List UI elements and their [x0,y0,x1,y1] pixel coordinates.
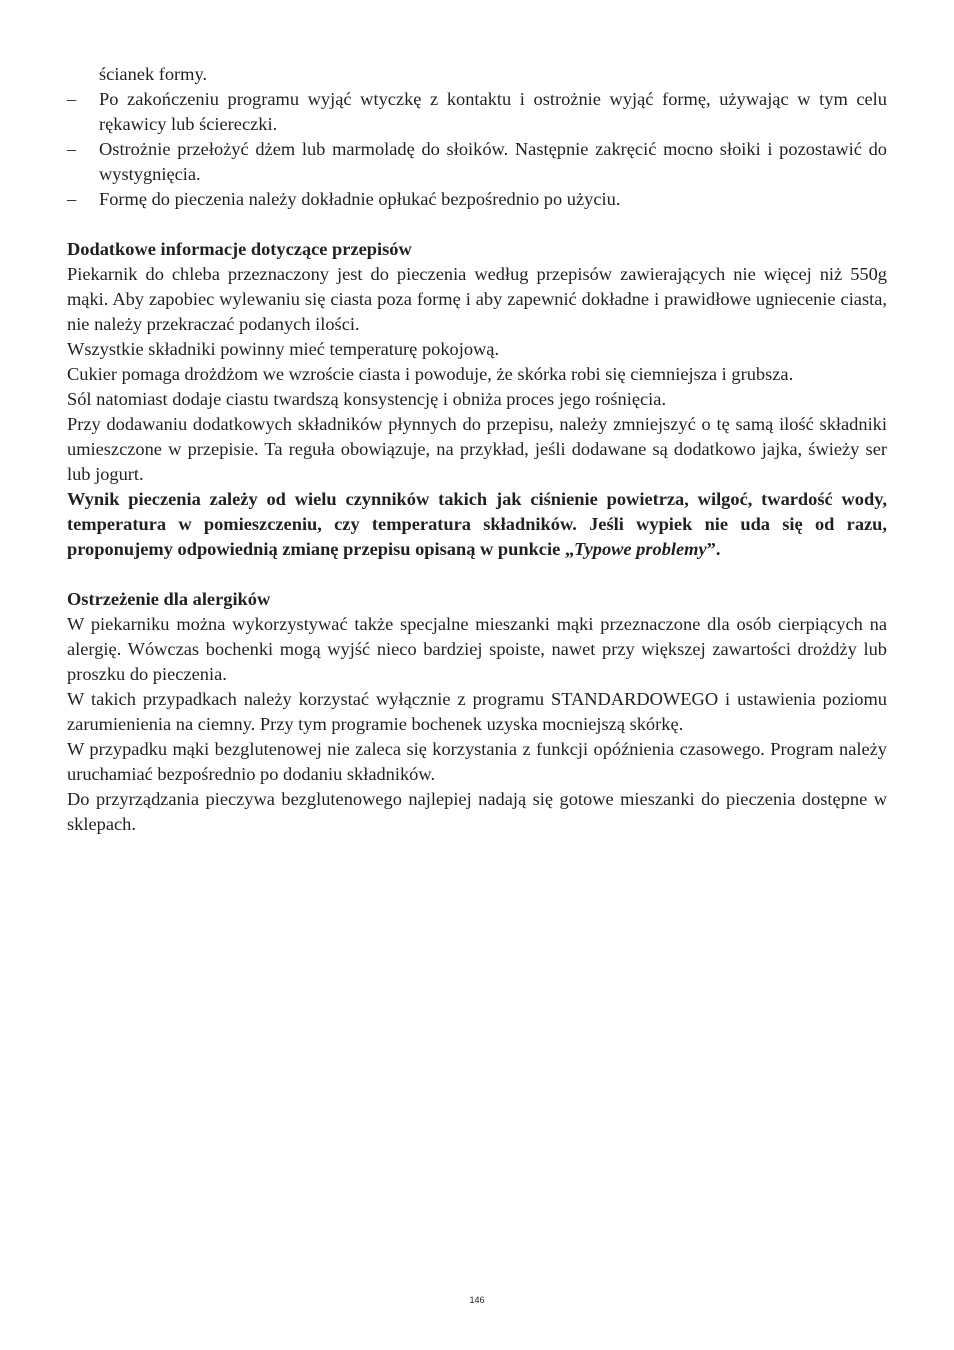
paragraph: W piekarniku można wykorzystywać także specjalne mieszanki mąki przeznaczone dla osób cierpiących na alergię. Wówczas bochenki mogą wyjść nieco bardziej spoiste, nawet przy większej zawartości drożdży lub proszku do pieczenia. [67,614,887,684]
list-item [67,87,887,137]
list-continuation: ścianek formy. [99,64,208,84]
dash-bullet: – [67,139,77,159]
paragraph: Cukier pomaga drożdżom we wzroście ciasta i powoduje, że skórka robi się ciemniejsza i grubsza. [67,364,794,384]
section-heading-allergy: Ostrzeżenie dla alergików [67,589,271,609]
bold-note-italic: Typowe problemy [574,539,707,559]
list-item [67,137,887,187]
bold-note [67,487,887,562]
page-number: 146 [469,1295,485,1305]
spacer [67,212,887,237]
dash-bullet: – [67,89,77,109]
bold-note-closing: ”. [706,539,721,559]
paragraph: Do przyrządzania pieczywa bezglutenowego najlepiej nadają się gotowe mieszanki do pieczenia dostępne w sklepach. [67,789,887,834]
paragraph: Sól natomiast dodaje ciastu twardszą konsystencję i obniża proces jego rośnięcia. [67,389,667,409]
paragraph: Wszystkie składniki powinny mieć temperaturę pokojową. [67,339,500,359]
paragraph: Przy dodawaniu dodatkowych składników płynnych do przepisu, należy zmniejszyć o tę samą ilość składniki umieszczone w przepisie. Ta reguła obowiązuje, na przykład, jeśli dodawane są dodatkowo jajka, świeży ser lub jogurt. [67,414,887,484]
section-heading-recipes: Dodatkowe informacje dotyczące przepisów [67,239,412,259]
document-page [67,62,887,837]
paragraph: W takich przypadkach należy korzystać wyłącznie z programu STANDARDOWEGO i ustawienia poziomu zarumienienia na ciemny. Przy tym programie bochenek uzyska mocniejszą skórkę. [67,689,887,734]
dash-bullet: – [67,189,77,209]
list-item-text: Formę do pieczenia należy dokładnie opłukać bezpośrednio po użyciu. [99,189,621,209]
spacer [67,562,887,587]
list-item-text: Po zakończeniu programu wyjąć wtyczkę z kontaktu i ostrożnie wyjąć formę, używając w tym celu rękawicy lub ściereczki. [99,89,887,134]
list-item-text: Ostrożnie przełożyć dżem lub marmoladę do słoików. Następnie zakręcić mocno słoiki i pozostawić do wystygnięcia. [99,139,887,184]
paragraph: W przypadku mąki bezglutenowej nie zaleca się korzystania z funkcji opóźnienia czasowego. Program należy uruchamiać bezpośrednio po dodaniu składników. [67,739,887,784]
paragraph: Piekarnik do chleba przeznaczony jest do pieczenia według przepisów zawierających nie więcej niż 550g mąki. Aby zapobiec wylewaniu się ciasta poza formę i aby zapewnić dokładne i prawidłowe ugniecenie ciasta, nie należy przekraczać podanych ilości. [67,264,887,334]
list-item [67,187,887,212]
bold-note-text: Wynik pieczenia zależy od wielu czynników takich jak ciśnienie powietrza, wilgoć, twardość wody, temperatura w pomieszczeniu, czy temperatura składników. Jeśli wypiek nie uda się od razu, proponujemy odpowiednią zmianę przepisu opisaną w punkcie „ [67,489,887,559]
